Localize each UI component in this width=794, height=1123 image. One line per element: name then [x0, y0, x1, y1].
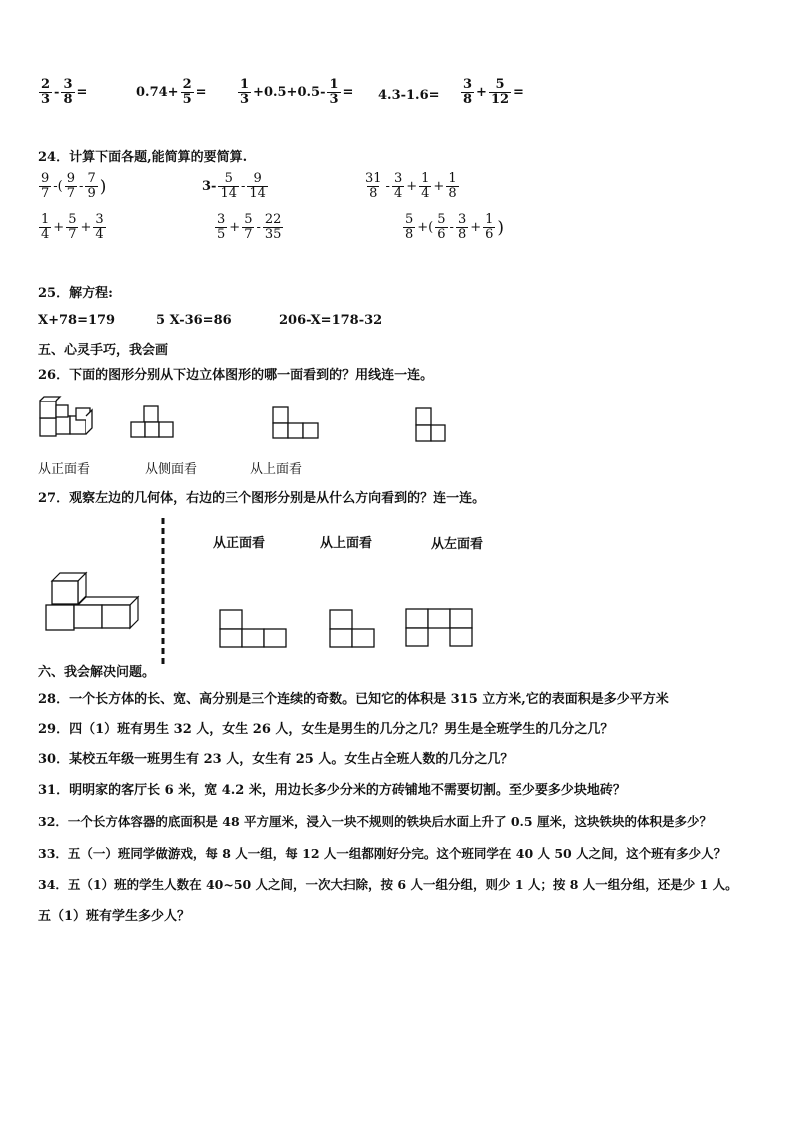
q26-solid-cubes [40, 401, 90, 436]
fraction [456, 213, 468, 242]
denominator: 14 [249, 186, 266, 201]
denominator: 8 [448, 186, 457, 201]
expr-24e [214, 213, 284, 242]
denominator: 4 [95, 227, 104, 242]
problem-29: 29．四（1）班有男生 32 人，女生 26 人，女生是男生的几分之几？男生是全班学生的几分之几？ [38, 722, 614, 737]
fraction [85, 172, 97, 201]
q27-view-2 [329, 609, 377, 649]
fraction [363, 172, 384, 201]
denominator: 35 [264, 227, 282, 242]
fraction [238, 78, 251, 107]
expr-row1-4: 4.3-1.6= [378, 88, 440, 103]
expr-text: 3- [202, 179, 217, 194]
operator: + [229, 220, 241, 235]
numerator: 3 [63, 77, 73, 92]
q26-solid-figure [36, 396, 102, 442]
numerator: 5 [68, 212, 77, 227]
operator: + [53, 220, 65, 235]
fraction [483, 213, 495, 242]
operator: - [241, 179, 246, 194]
fraction [263, 213, 284, 242]
fraction [39, 172, 51, 201]
equation-3: 206-X=178-32 [279, 313, 383, 328]
fraction [327, 78, 340, 107]
expr-row1-3 [237, 78, 354, 107]
operator: + [476, 85, 487, 100]
denominator: 3 [329, 92, 339, 107]
fraction [403, 213, 415, 242]
numerator: 22 [264, 212, 282, 227]
paren: ) [497, 217, 505, 238]
q26-view-1 [130, 405, 176, 439]
numerator: 5 [405, 212, 414, 227]
expr-text: +0.5+0.5- [253, 85, 326, 100]
denominator: 8 [63, 92, 73, 107]
numerator: 5 [244, 212, 253, 227]
problem-34-line-2: 五（1）班有学生多少人？ [38, 909, 191, 924]
numerator: 3 [457, 212, 467, 227]
expr-24d [38, 213, 107, 242]
expr-row1-5 [460, 78, 525, 107]
numerator: 1 [329, 77, 339, 92]
denominator: 14 [220, 186, 237, 201]
operator: + [433, 179, 445, 194]
numerator: 7 [87, 171, 96, 186]
denominator: 5 [217, 227, 226, 242]
equals-sign: = [342, 85, 354, 100]
expr-row1-2 [135, 78, 208, 107]
problem-34-line-1: 34．五（1）班的学生人数在 40~50 人之间，一次大扫除，按 6 人一组分组，则少 1 人；按 8 人一组分组，还是少 1 人。 [38, 877, 738, 892]
denominator: 12 [490, 92, 510, 107]
fraction [66, 213, 78, 242]
equals-sign: = [513, 85, 524, 100]
operator: - [449, 220, 454, 235]
q27-label-top: 从上面看 [320, 536, 373, 551]
fraction [39, 78, 52, 107]
section-6-title: 六、我会解决问题。 [38, 665, 156, 680]
numerator: 31 [365, 171, 382, 186]
equation-1: X+78=179 [38, 313, 116, 328]
denominator: 3 [240, 92, 250, 107]
numerator: 3 [463, 77, 473, 92]
expr-24f [402, 213, 505, 242]
denominator: 4 [41, 227, 50, 242]
q27-view-3 [405, 608, 475, 648]
denominator: 7 [66, 186, 76, 201]
operator: - [385, 179, 390, 194]
numerator: 2 [182, 77, 192, 92]
fraction [247, 172, 268, 201]
denominator: 8 [369, 186, 378, 201]
question-24-title: 24．计算下面各题,能简算的要简算. [38, 150, 248, 165]
numerator: 1 [448, 171, 457, 186]
expr-24c [362, 172, 460, 201]
equation-2: 5 X-36=86 [156, 313, 232, 328]
fraction [218, 172, 239, 201]
operator: + [406, 179, 418, 194]
problem-30: 30．某校五年级一班男生有 23 人，女生有 25 人。女生占全班人数的几分之几？ [38, 752, 514, 767]
q26-view-3 [415, 406, 447, 442]
denominator: 3 [41, 92, 51, 107]
denominator: 8 [463, 92, 473, 107]
q26-view-2 [272, 406, 320, 440]
fraction [489, 78, 511, 107]
expr-row1-1 [38, 78, 88, 107]
fraction [181, 78, 194, 107]
denominator: 7 [41, 186, 50, 201]
operator: +( [417, 220, 434, 235]
operator: + [470, 220, 482, 235]
numerator: 3 [217, 212, 226, 227]
numerator: 1 [240, 77, 250, 92]
numerator: 9 [41, 171, 50, 186]
fraction [461, 78, 474, 107]
numerator: 1 [421, 171, 430, 186]
fraction [39, 213, 51, 242]
numerator: 5 [495, 77, 505, 92]
numerator: 1 [41, 212, 50, 227]
paren: ) [99, 176, 107, 197]
operator: - [256, 220, 261, 235]
fraction [65, 172, 77, 201]
denominator: 6 [437, 227, 446, 242]
equals-sign: = [195, 85, 207, 100]
question-27-title: 27．观察左边的几何体，右边的三个图形分别是从什么方向看到的？连一连。 [38, 491, 486, 506]
q26-label-top: 从上面看 [250, 462, 303, 477]
dashed-divider [160, 518, 166, 668]
numerator: 5 [224, 171, 233, 186]
q27-label-front: 从正面看 [213, 536, 266, 551]
q27-view-1 [219, 609, 289, 649]
operator: -( [53, 179, 63, 194]
fraction [215, 213, 227, 242]
operator: - [79, 179, 84, 194]
problem-28: 28．一个长方体的长、宽、高分别是三个连续的奇数。已知它的体积是 315 立方米,它的表面积是多少平方米 [38, 692, 669, 707]
operator: - [54, 85, 60, 100]
question-26-title: 26．下面的图形分别从下边立体图形的哪一面看到的？用线连一连。 [38, 368, 434, 383]
fraction [242, 213, 254, 242]
fraction [435, 213, 447, 242]
numerator: 9 [66, 171, 76, 186]
q27-label-left: 从左面看 [431, 537, 484, 552]
denominator: 4 [421, 186, 430, 201]
expr-text: 0.74+ [136, 85, 179, 100]
q27-solid-figure [42, 572, 142, 634]
problem-32: 32．一个长方体容器的底面积是 48 平方厘米，浸入一块不规则的铁块后水面上升了 0.5 厘米，这块铁块的体积是多少？ [38, 814, 712, 829]
denominator: 5 [182, 92, 192, 107]
problem-33: 33．五（一）班同学做游戏，每 8 人一组，每 12 人一组都刚好分完。这个班同学在 40 人 50 人之间，这个班有多少人？ [38, 846, 727, 861]
numerator: 9 [253, 171, 262, 186]
section-5-title: 五、心灵手巧，我会画 [38, 343, 169, 358]
numerator: 5 [437, 212, 446, 227]
denominator: 7 [68, 227, 77, 242]
numerator: 3 [393, 171, 403, 186]
expr-24a [38, 172, 107, 201]
equals-sign: = [76, 85, 88, 100]
denominator: 6 [485, 227, 494, 242]
denominator: 7 [244, 227, 253, 242]
numerator: 2 [41, 77, 51, 92]
fraction [61, 78, 74, 107]
fraction [419, 172, 431, 201]
expr-24b [201, 172, 269, 201]
denominator: 4 [393, 186, 403, 201]
denominator: 9 [87, 186, 96, 201]
fraction [93, 213, 105, 242]
numerator: 1 [485, 212, 494, 227]
problem-31: 31．明明家的客厅长 6 米，宽 4.2 米，用边长多少分米的方砖铺地不需要切割。至少要多少块地砖？ [38, 783, 626, 798]
question-25-title: 25．解方程: [38, 286, 113, 301]
numerator: 3 [95, 212, 104, 227]
fraction [392, 172, 404, 201]
denominator: 8 [457, 227, 467, 242]
q26-label-side: 从侧面看 [145, 462, 198, 477]
fraction [446, 172, 458, 201]
operator: + [80, 220, 92, 235]
q26-label-front: 从正面看 [38, 462, 91, 477]
denominator: 8 [405, 227, 414, 242]
